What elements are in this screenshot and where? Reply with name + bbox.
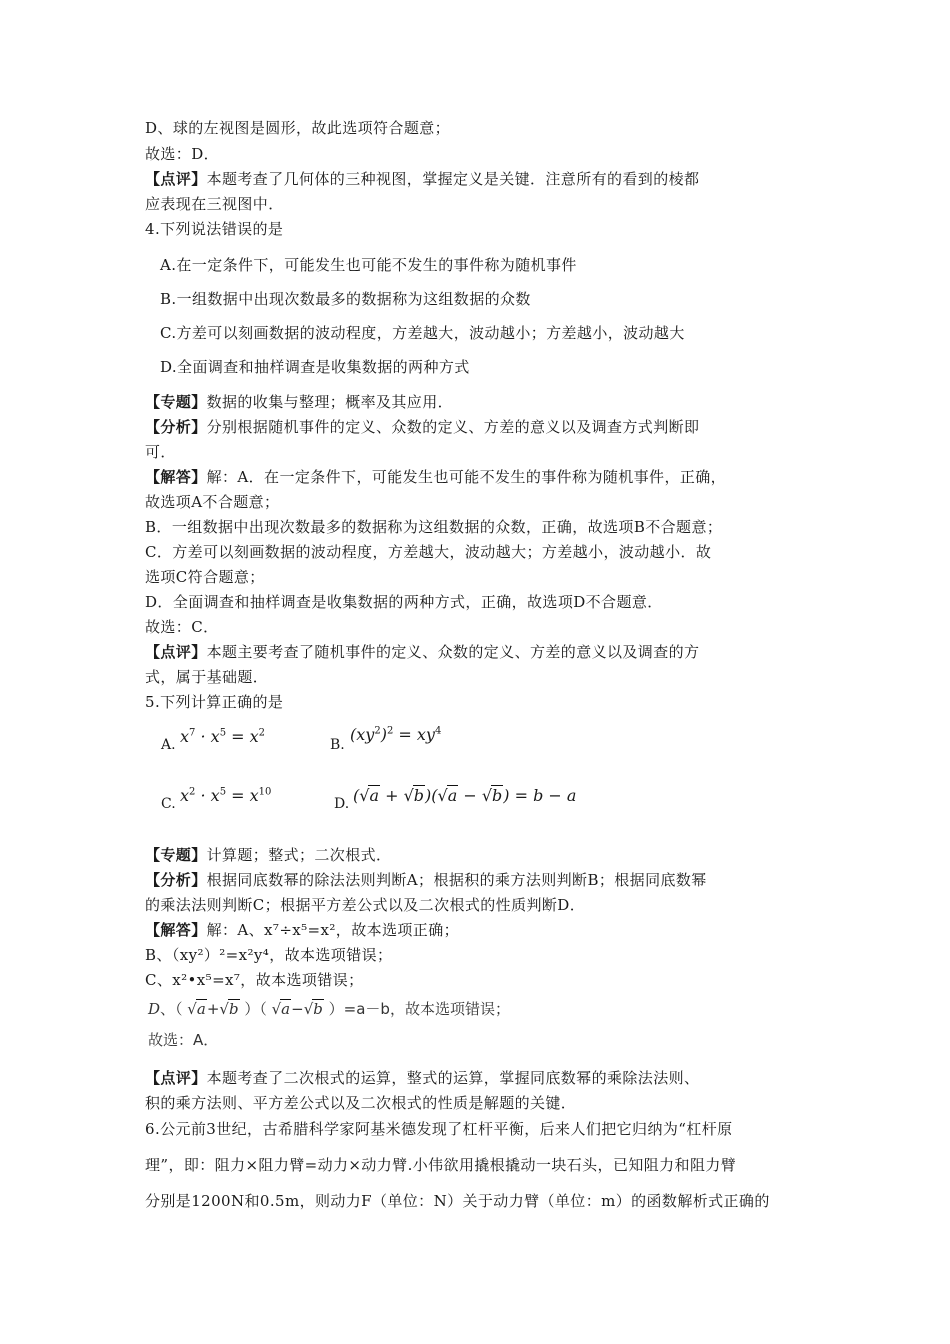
section-tag: 【专题】: [145, 393, 207, 411]
text-line: 理”，即：阻力×阻力臂=动力×动力臂.小伟欲用撬根撬动一块石头，已知阻力和阻力臂: [145, 1156, 737, 1174]
section-tag: 【解答】: [145, 468, 207, 486]
embedded-solution-line: D、（ √a+√b ）（ √a−√b ）=a－b，故本选项错误；: [148, 1000, 510, 1018]
text-span: 根据同底数幂的除法法则判断A；根据积的乘方法则判断B；根据同底数幂: [206, 871, 707, 889]
text-line: [145, 417, 699, 437]
formula-c: $x^2 \cdot x^5 = x^{10}$: [180, 786, 272, 805]
text-span: 本题考查了二次根式的运算，整式的运算，掌握同底数幂的乘除法法则、: [206, 1069, 700, 1087]
text-span: 解：A．在一定条件下，可能发生也可能不发生的事件称为随机事件，正确，: [206, 468, 727, 486]
text-line: 选项C符合题意；: [145, 568, 265, 586]
text-line: 式，属于基础题．: [145, 668, 269, 686]
option-d: D.全面调查和抽样调查是收集数据的两种方式: [160, 358, 470, 376]
text-line: D、球的左视图是圆形，故此选项符合题意；: [145, 119, 451, 137]
section-tag: 【点评】: [145, 170, 207, 188]
option-label-a: A.: [161, 737, 176, 753]
text-line: 积的乘方法则、平方差公式以及二次根式的性质是解题的关键．: [145, 1094, 577, 1112]
text-line: 应表现在三视图中．: [145, 195, 284, 213]
text-span: 本题考查了几何体的三种视图，掌握定义是关键．注意所有的看到的棱都: [206, 170, 700, 188]
text-line: [145, 870, 707, 890]
formula-d: (√a + √b)(√a − √b) = b − a: [353, 786, 577, 805]
option-label-b: B.: [330, 737, 345, 753]
question-title: 5.下列计算正确的是: [145, 693, 284, 711]
text-span: 计算题；整式；二次根式．: [206, 846, 392, 864]
text-line: [145, 1068, 699, 1088]
option-label-d: D.: [334, 796, 350, 812]
text-line: [145, 642, 699, 662]
question-title: 4.下列说法错误的是: [145, 220, 284, 238]
text-line: [145, 920, 459, 940]
text-span: 数据的收集与整理；概率及其应用．: [206, 393, 454, 411]
text-line: 故选：D．: [145, 145, 220, 163]
text-span: 分别根据随机事件的定义、众数的定义、方差的意义以及调查方式判断即: [206, 418, 700, 436]
text-line: D．全面调查和抽样调查是收集数据的两种方式，正确，故选项D不合题意．: [145, 593, 663, 611]
section-tag: 【点评】: [145, 1069, 207, 1087]
text-line: [145, 845, 391, 865]
embedded-answer-line: 故选：A．: [148, 1031, 219, 1049]
text-line: B．一组数据中出现次数最多的数据称为这组数据的众数，正确，故选项B不合题意；: [145, 518, 723, 536]
question-title: 6.公元前3世纪，古希腊科学家阿基米德发现了杠杆平衡，后来人们把它归纳为“杠杆原: [145, 1120, 733, 1138]
text-line: B、（xy²）²=x²y⁴，故本选项错误；: [145, 946, 393, 964]
option-a: A.在一定条件下，可能发生也可能不发生的事件称为随机事件: [160, 256, 577, 274]
text-line: 故选项A不合题意；: [145, 493, 280, 511]
section-tag: 【解答】: [145, 921, 207, 939]
text-line: C、x²•x⁵=x⁷，故本选项错误；: [145, 971, 364, 989]
text-line: 分别是1200N和0.5m，则动力F（单位：N）关于动力臂（单位：m）的函数解析式正确的: [145, 1192, 770, 1210]
section-tag: 【分析】: [145, 871, 207, 889]
text-line: [145, 392, 453, 412]
text-span: 本题主要考查了随机事件的定义、众数的定义、方差的意义以及调查的方: [206, 643, 700, 661]
section-tag: 【分析】: [145, 418, 207, 436]
text-line: 可．: [145, 443, 176, 461]
formula-a: $x^7 \cdot x^5 = x^2$: [180, 727, 266, 746]
text-span: 解：A、x⁷÷x⁵=x²，故本选项正确；: [206, 921, 459, 939]
text-line: [145, 169, 699, 189]
option-c: C.方差可以刻画数据的波动程度，方差越大，波动越小；方差越小，波动越大: [160, 324, 685, 342]
text-line: [145, 467, 726, 487]
option-label-c: C.: [161, 796, 176, 812]
section-tag: 【点评】: [145, 643, 207, 661]
text-line: 的乘法法则判断C；根据平方差公式以及二次根式的性质判断D．: [145, 896, 586, 914]
text-line: C．方差可以刻画数据的波动程度，方差越大，波动越大；方差越小，波动越小．故: [145, 543, 712, 561]
option-b: B.一组数据中出现次数最多的数据称为这组数据的众数: [160, 290, 531, 308]
formula-b: $(xy^2)^2 = xy^4$: [350, 725, 442, 744]
text-line: 故选：C．: [145, 618, 219, 636]
section-tag: 【专题】: [145, 846, 207, 864]
text-span: =a－b，故本选项错误；: [343, 1000, 510, 1018]
